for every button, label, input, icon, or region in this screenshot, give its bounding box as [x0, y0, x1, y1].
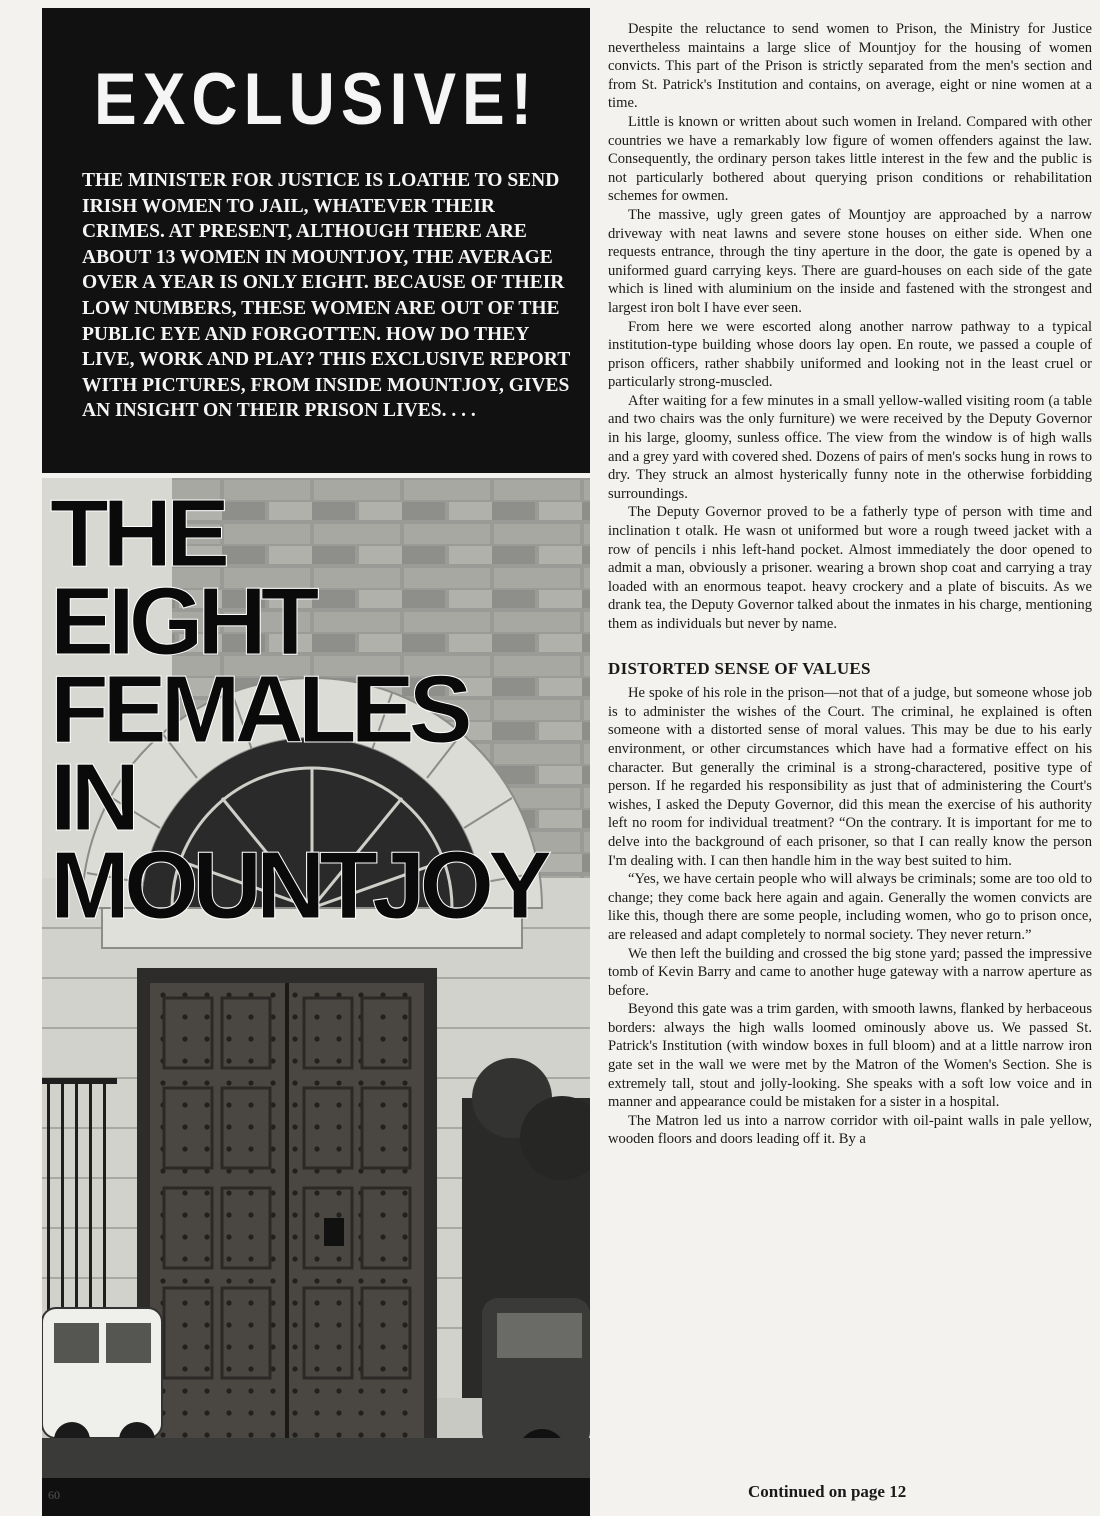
continued-on-page: Continued on page 12 — [748, 1482, 907, 1501]
article-paragraph: Little is known or written about such women in Ireland. Compared with other countries we have a remarkably low figure of women offenders against the law. Consequently, the ordinary person takes little interest in the few and the public is not particularly bothered about querying prison conditions or rehabilitation schemes for owmen. — [608, 113, 1092, 205]
article-paragraph: Despite the reluctance to send women to Prison, the Ministry for Justice nevertheless maintains a large slice of Mountjoy for the housing of women convicts. This part of the Prison is strictly separated from the men's section and from St. Patrick's Institution and contains, on average, eight or nine women at a time. — [608, 21, 1092, 112]
headline-line-2: EIGHT — [50, 568, 314, 675]
headline-line-5: MOUNTJOY — [50, 832, 547, 939]
headline-line-4: IN — [50, 744, 134, 851]
article-paragraph: He spoke of his role in the prison—not that of a judge, but someone whose job is to administer the wishes of the Court. The criminal, he explained is often someone with a distorted sense of moral values. This may be due to his early environment, or other circumstances which have had a formative effect on his character. But generally the criminal is a strong-charactered, positive type of person. If he regarded his responsibility as just that of administering the Court's wishes, I asked the Deputy Governor, did this mean the exercise of his authority left no room for individual treatment? “On the contrary. It is important for me to delve into the background of each prisoner, so that I can really know the person I'm dealing with. I can then handle him in the way best suited to him. — [608, 685, 1092, 869]
article-paragraph: The Matron led us into a narrow corridor with oil-paint walls in pale yellow, wooden floors and doors leading off it. By a — [608, 1112, 1092, 1148]
article-paragraph: The Deputy Governor proved to be a fatherly type of person with time and inclination t otalk. He wasn ot uniformed but wore a rough tweed jacket with a row of pencils i nhis left-hand pocket. Almost immediately the door opened to admit a man, obviously a prisoner. wearing a brown shop coat and carrying a tray loaded with an enormous teapot. heavy crockery and a plate of biscuits. As we drank tea, the Deputy Governor talked about the inmates in his charge, mentioning them as individuals but never by name. — [608, 504, 1092, 632]
headline-line-3: FEMALES — [50, 656, 467, 763]
article-paragraph: After waiting for a few minutes in a small yellow-walled visiting room (a table and two chairs was the only furniture) we were received by the Deputy Governor in his large, gloomy, sunless office. The view from the window is of high walls and a grey yard with covered shed. Dozens of pairs of men's socks hung in rows to dry. They struck an almost hysterically funny note in the otherwise forbidding surroundings. — [608, 392, 1092, 502]
exclusive-title: EXCLUSIVE! — [93, 57, 539, 140]
article-paragraph: From here we were escorted along another narrow pathway to a typical institution-type building whose doors lay open. En route, we passed a couple of prison officers, rather shabbily uniformed and looking not in the least cruel or particularly strong-muscled. — [608, 318, 1092, 391]
exclusive-box — [42, 8, 590, 473]
headline — [50, 480, 610, 939]
page-number: 60 — [48, 1488, 60, 1502]
article-paragraph: We then left the building and crossed the big stone yard; passed the impressive tomb of Kevin Barry and came to another huge gateway with a narrow aperture as before. — [608, 945, 1092, 999]
article-paragraph: The massive, ugly green gates of Mountjoy are approached by a narrow driveway with neat lawns and severe stone houses on either side. When one requests entrance, through the tiny aperture in the door, the gate is opened by a uniformed guard carrying keys. There are guard-houses on each side of the gate which is lined with aluminium on the inside and fastened with the strongest and largest iron bolt I have ever seen. — [608, 206, 1092, 316]
article-paragraph: “Yes, we have certain people who will always be criminals; some are too old to change; they come back here again and again. Generally the women convicts are like this, though there are some people, including women, who go to prison once, are released and adapt completely to normal society. They never return.” — [608, 871, 1092, 943]
article-subheading: DISTORTED SENSE OF VALUES — [608, 658, 871, 678]
article-body — [608, 20, 1092, 1149]
headline-line-1: THE — [50, 480, 224, 587]
article-paragraph: Beyond this gate was a trim garden, with smooth lawns, flanked by herbaceous borders: always the high walls loomed ominously above us. We passed St. Patrick's Institution (with window boxes in full bloom) and at a little narrow iron gate set in the wall we were met by the Matron of the Women's Section. She is extremely tall, stout and jolly-looking. She speaks with a soft low voice and in manner and appearance could be mistaken for a sister in a hospital. — [608, 1001, 1092, 1111]
exclusive-intro: THE MINISTER FOR JUSTICE IS LOATHE TO SEND IRISH WOMEN TO JAIL, WHATEVER THEIR CRIMES. AT PRESENT, ALTHOUGH THERE ARE ABOUT 13 WOMEN IN MOUNTJOY, THE AVERAGE OVER A YEAR IS ONLY EIGHT. BECAUSE OF THEIR LOW NUMBERS, THESE WOMEN ARE OUT OF THE PUBLIC EYE AND FORGOTTEN. HOW DO THEY LIVE, WORK AND PLAY? THIS EXCLUSIVE REPORT WITH PICTURES, FROM INSIDE MOUNTJOY, GIVES AN INSIGHT ON THEIR PRISON LIVES. . . . — [82, 170, 570, 422]
